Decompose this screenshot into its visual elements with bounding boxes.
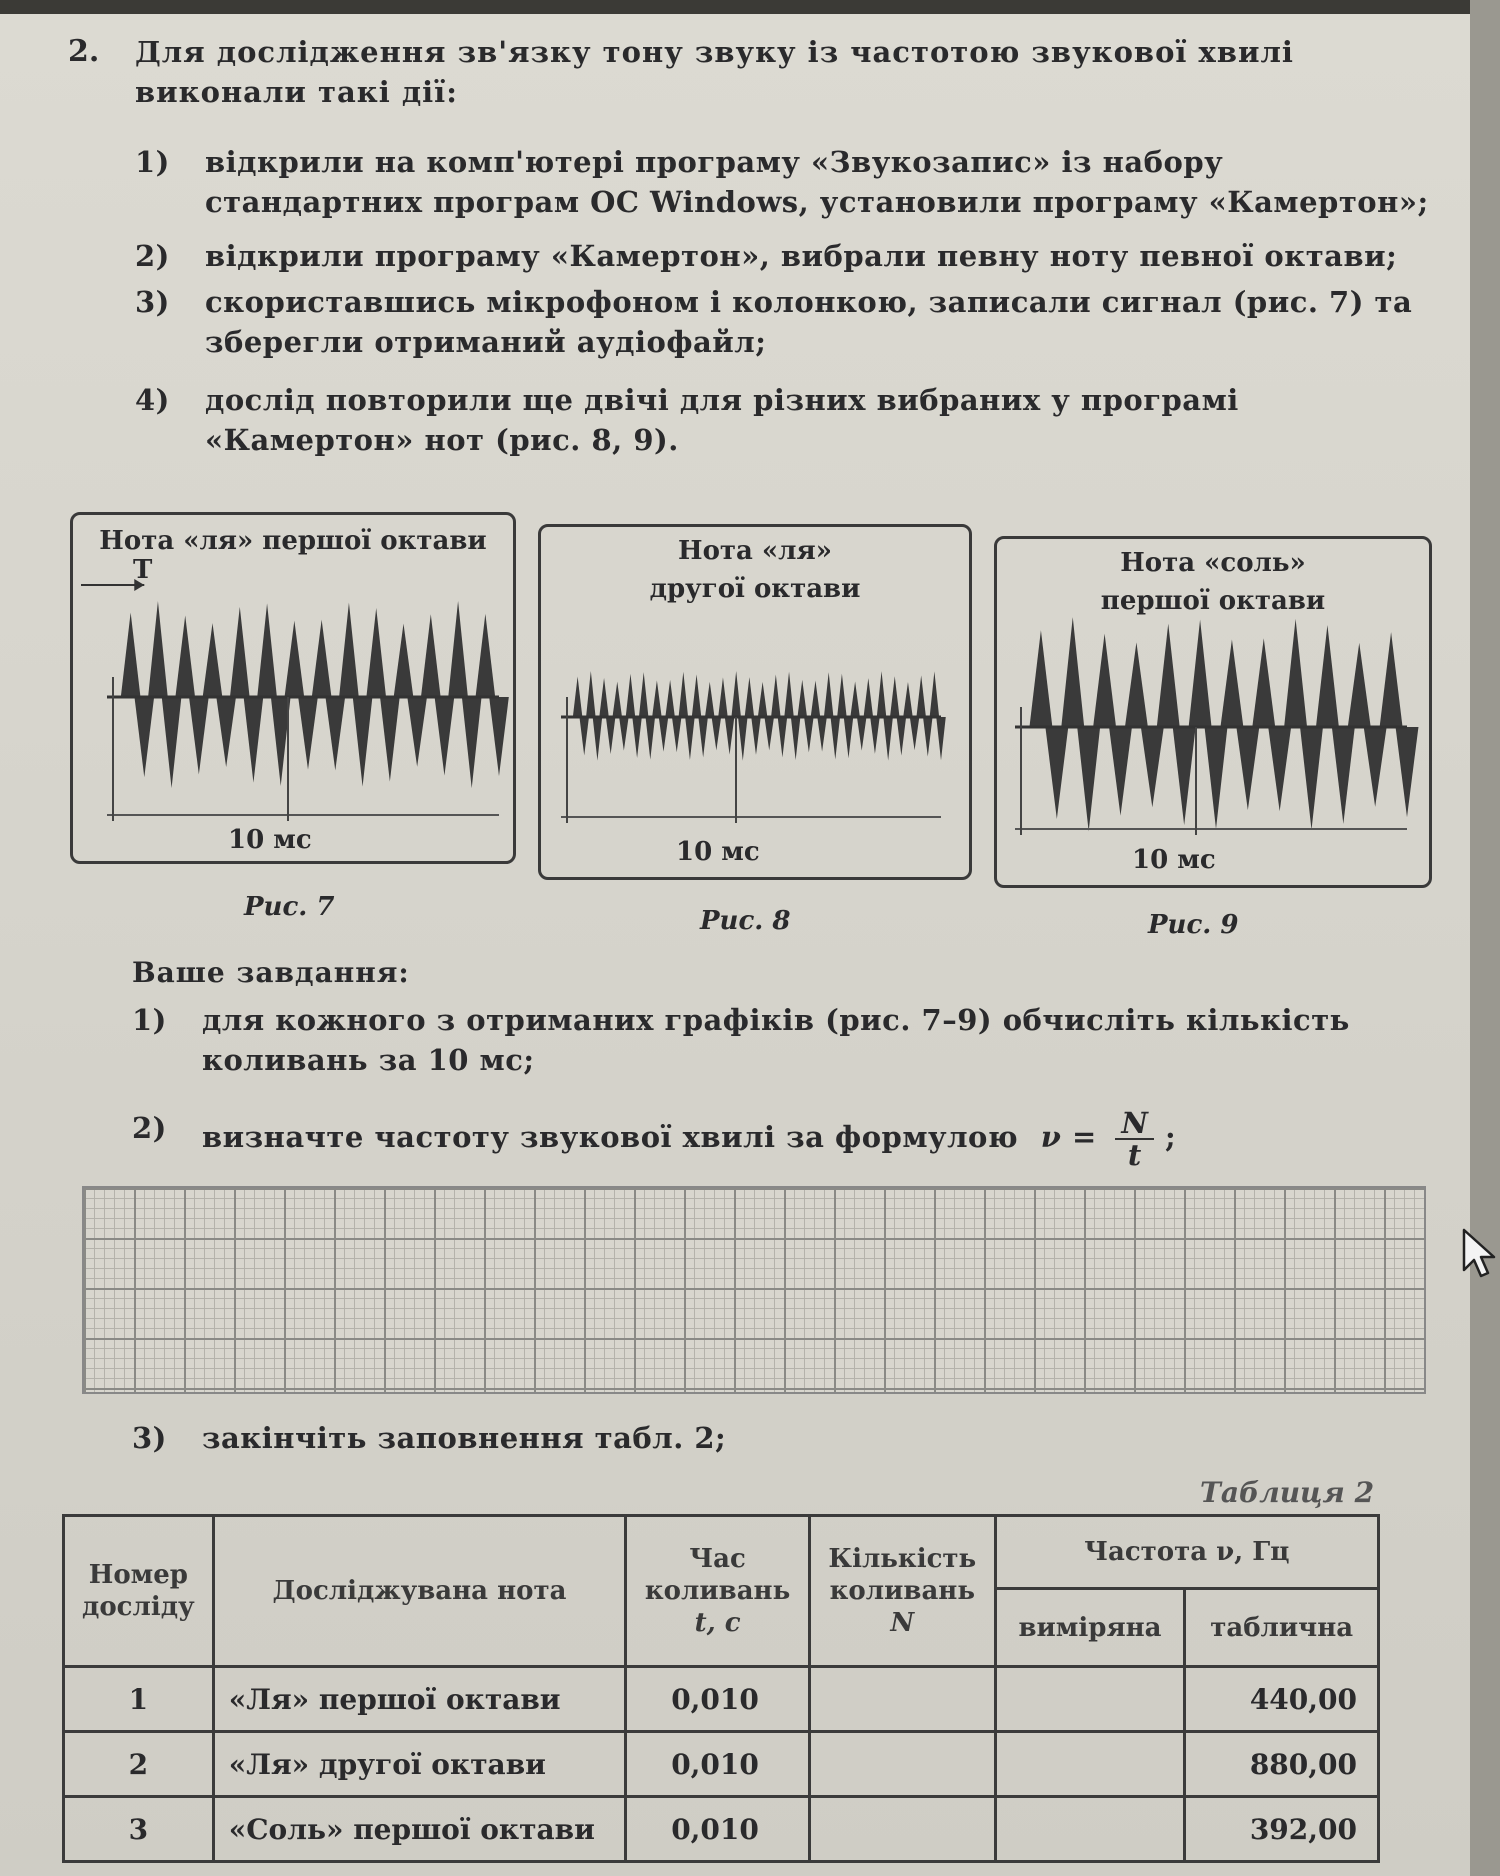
wave-trough xyxy=(1173,727,1196,825)
wave-peak xyxy=(679,672,689,717)
wave-trough xyxy=(1205,727,1228,829)
wave-peak xyxy=(797,680,807,717)
wave-trough xyxy=(1268,727,1291,811)
wave-trough xyxy=(1364,727,1387,807)
cell-measured[interactable] xyxy=(995,1667,1185,1732)
item-number: 1) xyxy=(132,1003,167,1037)
wave-trough xyxy=(632,717,642,758)
cell-tabular: 880,00 xyxy=(1185,1732,1379,1797)
cell-num: 2 xyxy=(64,1732,214,1797)
figure-title-line2: першої октави xyxy=(1100,586,1326,616)
wave-trough xyxy=(380,697,400,782)
formula-numerator: N xyxy=(1115,1108,1154,1140)
step-text: дослід повторили ще двічі для різних вибраних у програмі «Камертон» нот (рис. 8, 9). xyxy=(205,383,1239,457)
mouse-pointer-icon xyxy=(1462,1228,1498,1280)
wave-trough xyxy=(923,717,933,757)
header-count xyxy=(809,1516,995,1667)
wave-trough xyxy=(817,717,827,752)
wave-peak xyxy=(599,678,609,717)
page-edge xyxy=(1470,0,1500,1876)
wave-peak xyxy=(692,674,702,717)
wave-trough xyxy=(831,717,841,760)
wave-peak xyxy=(745,677,755,717)
wave-trough xyxy=(244,697,264,783)
wave-trough xyxy=(1109,727,1132,816)
table-row xyxy=(64,1732,1379,1797)
step-number: 1) xyxy=(135,145,170,179)
wave-peak xyxy=(586,671,596,717)
header-measured: виміряна xyxy=(995,1589,1185,1667)
wave-peak xyxy=(850,682,860,717)
cell-count[interactable] xyxy=(809,1797,995,1862)
wave-peak xyxy=(573,677,583,717)
figure-title-line2: другої октави xyxy=(649,574,861,604)
wave-peak xyxy=(257,603,277,697)
step-number: 3) xyxy=(135,285,170,319)
item-text: для кожного з отриманих графіків (рис. 7–9) обчисліть кількість коливань за 10 мс; xyxy=(202,1003,1350,1077)
wave-peak xyxy=(784,672,794,717)
wave-trough xyxy=(883,717,893,761)
cell-time: 0,010 xyxy=(626,1732,810,1797)
wave-peak xyxy=(1125,642,1148,727)
figure-8 xyxy=(538,524,972,880)
wave-trough xyxy=(579,717,589,755)
wave-peak xyxy=(652,680,662,717)
wave-trough xyxy=(685,717,695,760)
wave-peak xyxy=(612,682,622,717)
wave-peak xyxy=(626,674,636,717)
header-tabular: таблична xyxy=(1185,1589,1379,1667)
wave-trough xyxy=(1300,727,1323,830)
item-text: визначте частоту звукової хвилі за формулою xyxy=(202,1120,1019,1154)
wave-trough xyxy=(216,697,236,767)
wave-peak xyxy=(448,601,468,697)
wave-trough xyxy=(489,697,509,776)
table-caption: Таблиця 2 xyxy=(1200,1476,1375,1509)
wave-trough xyxy=(870,717,880,754)
wave-trough xyxy=(844,717,854,758)
wave-trough xyxy=(791,717,801,760)
wave-trough xyxy=(1236,727,1259,810)
wave-peak xyxy=(1380,632,1403,727)
cell-time: 0,010 xyxy=(626,1797,810,1862)
wave-trough xyxy=(298,697,318,770)
header-time-label: Час коливань xyxy=(644,1544,791,1606)
wave-peak xyxy=(121,613,141,697)
wave-peak xyxy=(1284,619,1307,727)
task-intro: Для дослідження зв'язку тону звуку із частотою звукової хвилі виконали такі дії: xyxy=(135,35,1294,109)
header-time-unit: t, c xyxy=(694,1608,741,1638)
wave-trough xyxy=(778,717,788,757)
header-note: Досліджувана нота xyxy=(213,1516,625,1667)
item-text: закінчіть заповнення табл. 2; xyxy=(202,1421,727,1455)
cell-measured[interactable] xyxy=(995,1732,1185,1797)
header-time xyxy=(626,1516,810,1667)
cell-note: «Соль» першої октави xyxy=(213,1797,625,1862)
wave-trough xyxy=(407,697,427,767)
wave-trough xyxy=(189,697,209,774)
wave-trough xyxy=(1396,727,1419,817)
wave-trough xyxy=(936,717,946,760)
wave-trough xyxy=(672,717,682,752)
wave-peak xyxy=(930,671,940,717)
step-text: скориставшись мікрофоном і колонкою, записали сигнал (рис. 7) та зберегли отриманий аудіофайл; xyxy=(205,285,1413,359)
header-count-symbol: N xyxy=(890,1608,915,1638)
wave-peak xyxy=(864,678,874,717)
figure-caption: Рис. 8 xyxy=(700,906,791,936)
wave-peak xyxy=(1348,643,1371,727)
table-header-row xyxy=(64,1516,1379,1589)
wave-peak xyxy=(148,601,168,697)
period-label: T xyxy=(133,555,153,585)
wave-peak xyxy=(718,677,728,717)
wave-trough xyxy=(910,717,920,750)
scale-label: 10 мс xyxy=(228,825,312,855)
table-row xyxy=(64,1797,1379,1862)
wave-peak xyxy=(421,614,441,697)
cell-num: 3 xyxy=(64,1797,214,1862)
wave-peak xyxy=(203,623,223,697)
wave-trough xyxy=(646,717,656,760)
wave-trough xyxy=(134,697,154,777)
item-number: 3) xyxy=(132,1421,167,1455)
wave-trough xyxy=(435,697,455,776)
wave-trough xyxy=(162,697,182,788)
wave-peak xyxy=(705,682,715,717)
wave-peak xyxy=(230,607,250,697)
top-edge xyxy=(0,0,1500,14)
cell-count[interactable] xyxy=(809,1732,995,1797)
wave-peak xyxy=(1220,639,1243,727)
wave-peak xyxy=(758,682,768,717)
wave-trough xyxy=(353,697,373,787)
wave-peak xyxy=(1316,625,1339,727)
wave-peak xyxy=(476,614,496,697)
wave-peak xyxy=(312,620,332,697)
wave-peak xyxy=(394,624,414,697)
assignment-heading: Ваше завдання: xyxy=(132,956,410,989)
wave-peak xyxy=(771,675,781,717)
cell-num: 1 xyxy=(64,1667,214,1732)
cell-time: 0,010 xyxy=(626,1667,810,1732)
wave-peak xyxy=(1252,638,1275,727)
wave-peak xyxy=(1093,634,1116,727)
cell-count[interactable] xyxy=(809,1667,995,1732)
figure-title-line1: Нота «ля» xyxy=(678,536,832,566)
wave-trough xyxy=(897,717,907,756)
wave-peak xyxy=(824,672,834,717)
wave-trough xyxy=(1141,727,1164,807)
wave-trough xyxy=(698,717,708,758)
formula-fraction xyxy=(1115,1108,1154,1170)
cell-tabular: 440,00 xyxy=(1185,1667,1379,1732)
waveform-chart xyxy=(997,539,1429,885)
wave-trough xyxy=(725,717,735,755)
wave-trough xyxy=(593,717,603,761)
wave-peak xyxy=(903,682,913,717)
wave-peak xyxy=(1157,624,1180,727)
wave-trough xyxy=(1045,727,1068,819)
figure-title-line1: Нота «соль» xyxy=(1120,548,1306,578)
figure-7 xyxy=(70,512,516,864)
wave-peak xyxy=(811,681,821,717)
wave-peak xyxy=(339,603,359,697)
cell-note: «Ля» другої октави xyxy=(213,1732,625,1797)
step-number: 4) xyxy=(135,383,170,417)
data-table xyxy=(62,1514,1380,1863)
cell-measured[interactable] xyxy=(995,1797,1185,1862)
wave-trough xyxy=(804,717,814,752)
formula-denominator: t xyxy=(1127,1138,1142,1172)
figure-9 xyxy=(994,536,1432,888)
wave-peak xyxy=(665,680,675,717)
waveform-chart xyxy=(541,527,969,877)
wave-peak xyxy=(366,608,386,697)
scale-label: 10 мс xyxy=(1132,845,1216,875)
wave-peak xyxy=(175,615,195,697)
step-number: 2) xyxy=(135,239,170,273)
step-text: відкрили програму «Камертон», вибрали певну ноту певної октави; xyxy=(205,239,1398,273)
figure-caption: Рис. 7 xyxy=(244,892,335,922)
wave-peak xyxy=(890,676,900,717)
wave-trough xyxy=(712,717,722,750)
cell-note: «Ля» першої октави xyxy=(213,1667,625,1732)
header-frequency: Частота ν, Гц xyxy=(995,1516,1378,1589)
task-number: 2. xyxy=(68,34,100,69)
wave-peak xyxy=(1061,617,1084,727)
wave-peak xyxy=(916,675,926,717)
wave-trough xyxy=(751,717,761,755)
wave-trough xyxy=(857,717,867,751)
wave-trough xyxy=(462,697,482,788)
wave-peak xyxy=(639,672,649,717)
wave-peak xyxy=(731,671,741,717)
item-number: 2) xyxy=(132,1111,167,1145)
wave-trough xyxy=(619,717,629,751)
item-line xyxy=(202,1108,1452,1170)
header-count-label: Кількість коливань xyxy=(828,1544,977,1606)
step-text: відкрили на комп'ютері програму «Звукозапис» із набору стандартних програм ОС Windows, установили програму «Камертон»; xyxy=(205,145,1429,219)
wave-trough xyxy=(1077,727,1100,831)
table-row xyxy=(64,1667,1379,1732)
wave-peak xyxy=(1029,630,1052,727)
answer-grid[interactable] xyxy=(82,1186,1426,1394)
wave-trough xyxy=(738,717,748,761)
wave-peak xyxy=(1189,620,1212,727)
scale-label: 10 мс xyxy=(676,837,760,867)
cell-tabular: 392,00 xyxy=(1185,1797,1379,1862)
wave-trough xyxy=(325,697,345,770)
wave-peak xyxy=(285,621,305,697)
wave-trough xyxy=(764,717,774,750)
wave-peak xyxy=(877,671,887,717)
formula-end: ; xyxy=(1165,1120,1177,1154)
formula-lhs: ν = xyxy=(1040,1120,1097,1154)
header-num: Номер досліду xyxy=(64,1516,214,1667)
figure-caption: Рис. 9 xyxy=(1148,910,1239,940)
wave-trough xyxy=(659,717,669,752)
wave-trough xyxy=(1332,727,1355,824)
wave-trough xyxy=(606,717,616,754)
figure-title: Нота «ля» першої октави xyxy=(99,526,487,556)
wave-peak xyxy=(837,674,847,717)
